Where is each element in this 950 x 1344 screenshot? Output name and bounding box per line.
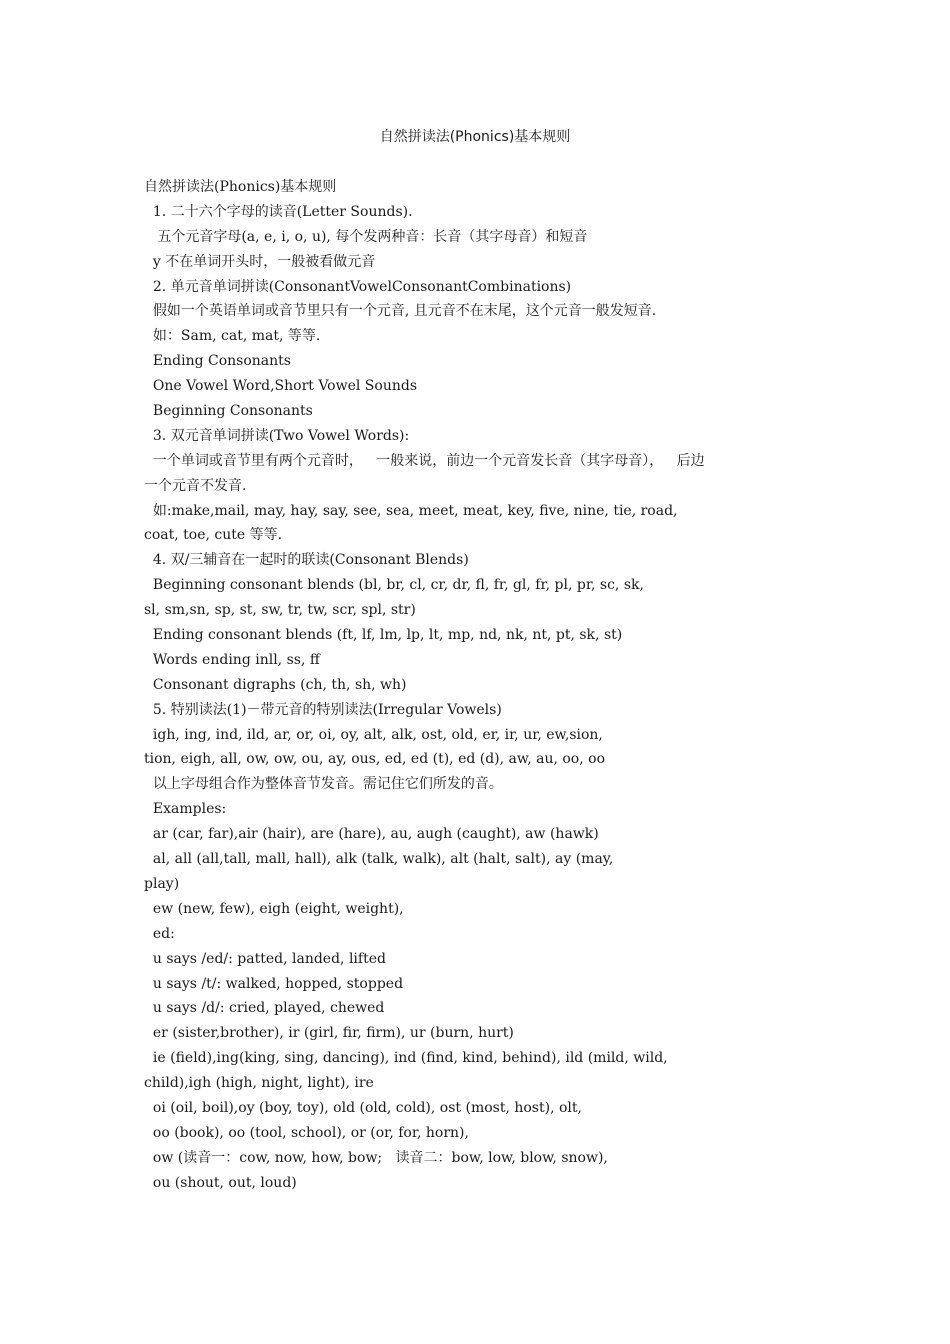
text-line: 4. 双/三辅音在一起时的联读(Consonant Blends) <box>144 552 469 569</box>
text-line: u says /t/: walked, hopped, stopped <box>144 975 404 992</box>
text-line: 如:make,mail, may, hay, say, see, sea, meet, meat, key, five, nine, tie, road, <box>144 502 678 519</box>
text-line: 2. 单元音单词拼读(ConsonantVowelConsonantCombinations) <box>144 278 572 295</box>
text-line: child),igh (high, night, light), ire <box>144 1075 374 1092</box>
text-line: 1. 二十六个字母的读音(Letter Sounds). <box>144 203 413 220</box>
text-line: coat, toe, cute 等等. <box>144 527 283 544</box>
text-line: Beginning Consonants <box>144 403 313 420</box>
text-line: ed: <box>144 925 175 942</box>
text-line: er (sister,brother), ir (girl, fir, firm), ur (burn, hurt) <box>144 1025 514 1042</box>
text-line: oi (oil, boil),oy (boy, toy), old (old, cold), ost (most, host), olt, <box>144 1099 582 1116</box>
text-line: 五个元音字母(a, e, i, o, u), 每个发两种音：长音（其字母音）和短音 <box>144 228 588 245</box>
text-line: sl, sm,sn, sp, st, sw, tr, tw, scr, spl, str) <box>144 602 416 619</box>
text-line: 假如一个英语单词或音节里只有一个元音, 且元音不在末尾，这个元音一般发短音. <box>144 303 657 320</box>
text-line: ou (shout, out, loud) <box>144 1174 297 1191</box>
text-line: al, all (all,tall, mall, hall), alk (talk, walk), alt (halt, salt), ay (may, <box>144 851 614 868</box>
text-line: Ending Consonants <box>144 353 291 370</box>
text-line: One Vowel Word,Short Vowel Sounds <box>144 378 418 395</box>
text-line: u says /ed/: patted, landed, lifted <box>144 950 386 967</box>
document-body <box>144 175 824 1196</box>
text-line: Examples: <box>144 801 227 818</box>
text-line: 3. 双元音单词拼读(Two Vowel Words): <box>144 427 410 444</box>
text-line: play) <box>144 875 180 892</box>
text-line: Consonant digraphs (ch, th, sh, wh) <box>144 676 407 693</box>
text-line: ie (field),ing(king, sing, dancing), ind (find, kind, behind), ild (mild, wild, <box>144 1050 668 1067</box>
text-line: tion, eigh, all, ow, ow, ou, ay, ous, ed, ed (t), ed (d), aw, au, oo, oo <box>144 751 605 768</box>
document-title: 自然拼读法(Phonics)基本规则 <box>379 129 571 145</box>
text-line: 一个元音不发音. <box>144 477 247 494</box>
text-line: 如：Sam, cat, mat, 等等. <box>144 328 321 345</box>
text-line: Beginning consonant blends (bl, br, cl, cr, dr, fl, fr, gl, fr, pl, pr, sc, sk, <box>144 577 644 594</box>
text-line: 5. 特别读法(1)－带元音的特别读法(Irregular Vowels) <box>144 701 502 718</box>
text-line: u says /d/: cried, played, chewed <box>144 1000 385 1017</box>
text-line: 以上字母组合作为整体音节发音。需记住它们所发的音。 <box>144 776 503 793</box>
text-line: ar (car, far),air (hair), are (hare), au, augh (caught), aw (hawk) <box>144 826 599 843</box>
text-line: 一个单词或音节里有两个元音时， 一般来说，前边一个元音发长音（其字母音）， 后边 <box>144 452 705 469</box>
text-line: ew (new, few), eigh (eight, weight), <box>144 900 404 917</box>
text-line: oo (book), oo (tool, school), or (or, for, horn), <box>144 1124 469 1141</box>
text-line: y 不在单词开头时，一般被看做元音 <box>144 253 376 270</box>
text-line: 自然拼读法(Phonics)基本规则 <box>144 179 337 195</box>
text-line: Ending consonant blends (ft, lf, lm, lp, lt, mp, nd, nk, nt, pt, sk, st) <box>144 627 623 644</box>
text-line: igh, ing, ind, ild, ar, or, oi, oy, alt, alk, ost, old, er, ir, ur, ew,sion, <box>144 726 603 743</box>
text-line: ow (读音一：cow, now, how, bow; 读音二：bow, low, blow, snow), <box>144 1149 608 1166</box>
text-line: Words ending inll, ss, ff <box>144 651 320 668</box>
